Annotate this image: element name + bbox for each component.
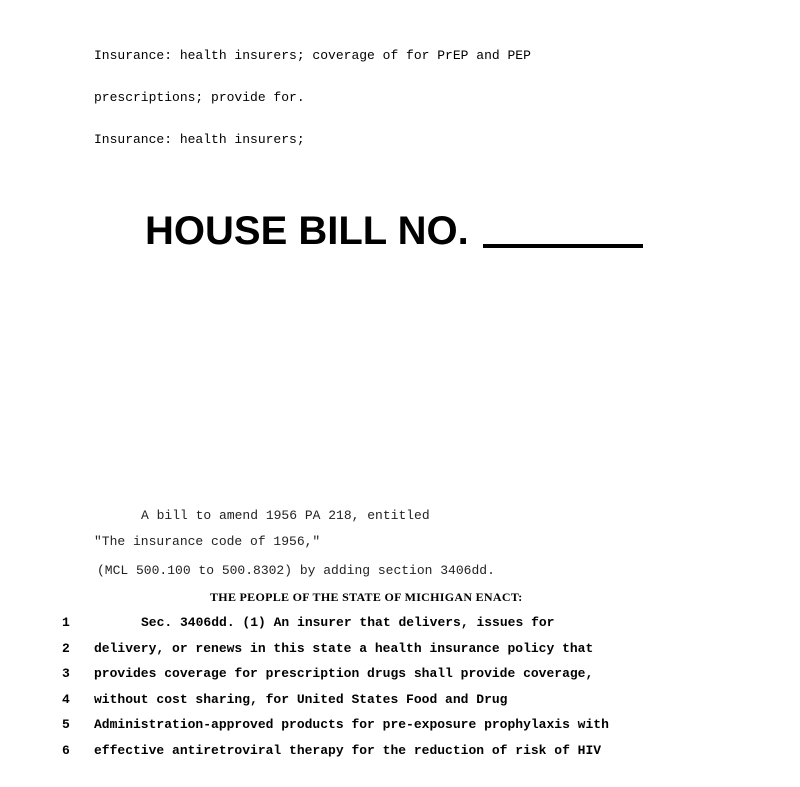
bill-text-line — [0, 692, 800, 718]
enacting-clause: THE PEOPLE OF THE STATE OF MICHIGAN ENACT: — [210, 590, 523, 604]
line-number: 2 — [62, 641, 70, 656]
catchline: Insurance: health insurers; — [94, 132, 305, 147]
bill-text-line — [0, 666, 800, 692]
line-text: without cost sharing, for United States Food and Drug — [94, 692, 508, 707]
line-number: 3 — [62, 666, 70, 681]
line-number: 5 — [62, 717, 70, 732]
catchline-block — [94, 21, 531, 161]
line-number: 4 — [62, 692, 70, 707]
line-text: Sec. 3406dd. (1) An insurer that delivers, issues for — [141, 615, 555, 630]
catchline: prescriptions; provide for. — [94, 90, 305, 105]
bill-text-line — [0, 717, 800, 743]
bill-intro-line: "The insurance code of 1956," — [94, 534, 321, 549]
bill-title — [145, 200, 643, 255]
line-text: Administration-approved products for pre-exposure prophylaxis with — [94, 717, 609, 732]
bill-title-text: HOUSE BILL NO. — [145, 209, 469, 253]
line-text: effective antiretroviral therapy for the reduction of risk of HIV — [94, 743, 602, 758]
bill-text-line — [0, 615, 800, 641]
bill-number-blank — [483, 204, 643, 248]
bill-intro-line: A bill to amend 1956 PA 218, entitled — [141, 508, 430, 523]
bill-text-line — [0, 743, 800, 769]
line-text: provides coverage for prescription drugs shall provide coverage, — [94, 666, 594, 681]
line-text: delivery, or renews in this state a health insurance policy that — [94, 641, 594, 656]
catchline: Insurance: health insurers; coverage of for PrEP and PEP — [94, 48, 531, 63]
line-number: 6 — [62, 743, 70, 758]
line-number: 1 — [62, 615, 70, 630]
bill-text-line — [0, 641, 800, 667]
bill-intro-line: (MCL 500.100 to 500.8302) by adding section 3406dd. — [97, 563, 495, 578]
